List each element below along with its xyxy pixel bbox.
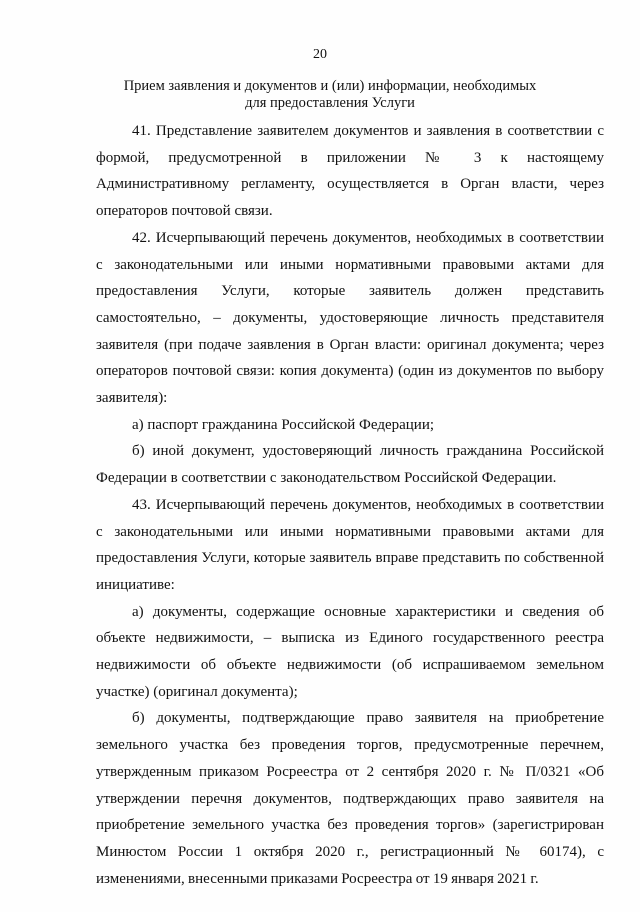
- paragraph-43-item-b: б) документы, подтверждающие право заявителя на приобретение земельного участка без проведения торгов, предусмотренные перечнем, утвержденным приказом Росреестра от 2 сентября 2020 г. № П/0321 «Об утверждении перечня документов, подтверждающих право заявителя на приобретение земельного участка без проведения торгов» (зарегистрирован Минюстом России 1 октября 2020 г., регистрационный № 60174), с изменениями, внесенными приказами Росреестра от 19 января 2021 г.: [96, 710, 604, 887]
- paragraph-41: 41. Представление заявителем документов и заявления в соответствии с формой, предусмотренной в приложении № 3 к настоящему Административному регламенту, осуществляется в Орган власти, через операторов почтовой связи.: [96, 123, 604, 220]
- document-body: [96, 118, 604, 892]
- section-heading: [120, 78, 540, 112]
- paragraph-43: 43. Исчерпывающий перечень документов, необходимых в соответствии с законодательными или иными нормативными правовыми актами для предоставления Услуги, которые заявитель вправе представить по собственной инициативе:: [96, 496, 604, 593]
- section-heading-line-1: Прием заявления и документов и (или) информации, необходимых: [123, 78, 537, 94]
- paragraph-42: 42. Исчерпывающий перечень документов, необходимых в соответствии с законодательными или иными нормативными правовыми актами для предоставления Услуги, которые заявитель должен представить самостоятельно, – документы, удостоверяющие личность представителя заявителя (при подаче заявления в Орган власти: оригинал документа; через операторов почтовой связи: копия документа) (один из документов по выбору заявителя):: [96, 229, 604, 407]
- paragraph-43-item-a: а) документы, содержащие основные характеристики и сведения об объекте недвижимости, – выписка из Единого государственного реестра недвижимости об объекте недвижимости (об испрашиваемом земельном участке) (оригинал документа);: [96, 603, 604, 700]
- paragraph-42-item-b: б) иной документ, удостоверяющий личность гражданина Российской Федерации в соответствии с законодательством Российской Федерации.: [96, 443, 604, 487]
- section-heading-line-2: для предоставления Услуги: [245, 95, 415, 111]
- page-number: 20: [313, 47, 327, 62]
- paragraph-42-item-a: а) паспорт гражданина Российской Федерации;: [132, 416, 435, 433]
